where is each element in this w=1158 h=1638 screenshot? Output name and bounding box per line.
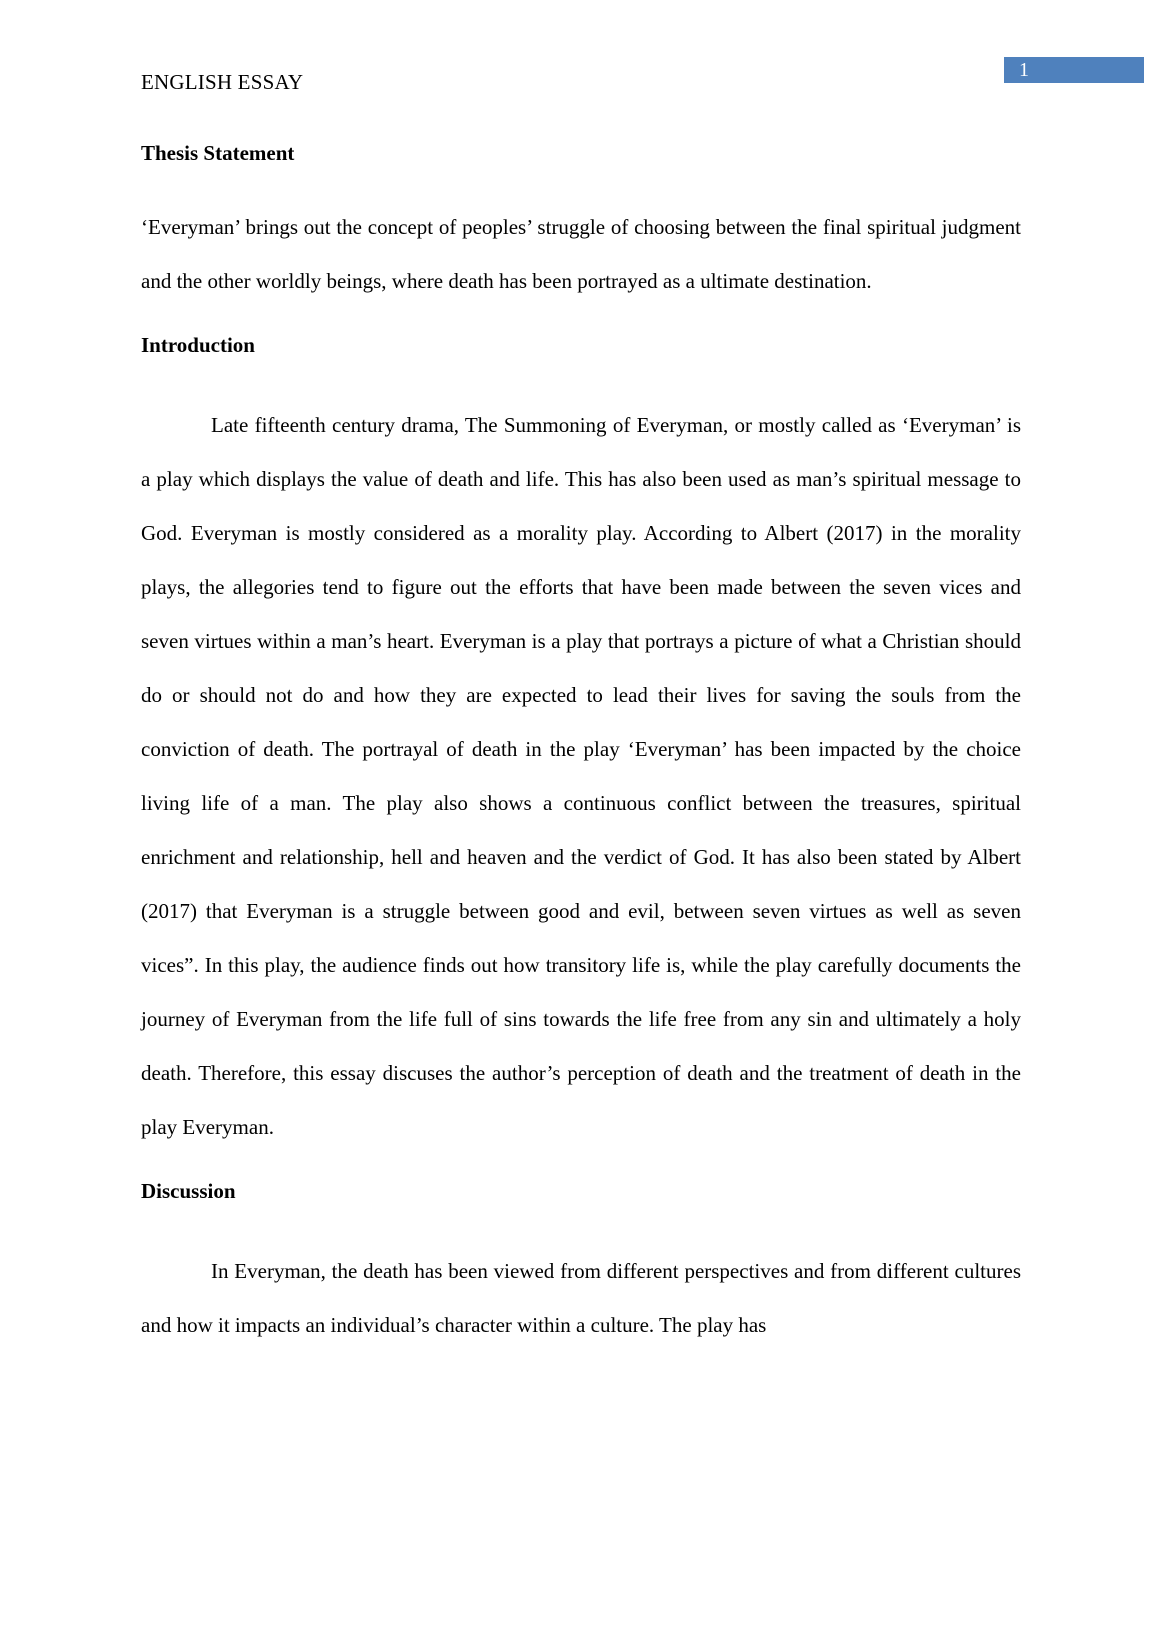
page-number-badge xyxy=(1004,57,1144,83)
introduction-heading: Introduction xyxy=(141,333,255,357)
running-head: ENGLISH ESSAY xyxy=(141,70,304,94)
document-body xyxy=(141,134,1021,1370)
introduction-paragraph: Late fifteenth century drama, The Summoning of Everyman, or mostly called as ‘Everyman’ is a play which displays the value of death and life. This has also been used as man’s spiritual message to God. Everyman is mostly considered as a morality play. According to Albert (2017) in the morality plays, the allegories tend to figure out the efforts that have been made between the seven vices and seven virtues within a man’s heart. Everyman is a play that portrays a picture of what a Christian should do or should not do and how they are expected to lead their lives for saving the souls from the conviction of death. The portrayal of death in the play ‘Everyman’ has been impacted by the choice living life of a man. The play also shows a continuous conflict between the treasures, spiritual enrichment and relationship, hell and heaven and the verdict of God. It has also been stated by Albert (2017) that Everyman is a struggle between good and evil, between seven virtues as well as seven vices”. In this play, the audience finds out how transitory life is, while the play carefully documents the journey of Everyman from the life full of sins towards the life free from any sin and ultimately a holy death. Therefore, this essay discuses the author’s perception of death and the treatment of death in the play Everyman. xyxy=(141,413,1021,1139)
thesis-paragraph: ‘Everyman’ brings out the concept of peoples’ struggle of choosing between the final spiritual judgment and the other worldly beings, where death has been portrayed as a ultimate destination. xyxy=(141,215,1021,293)
discussion-heading: Discussion xyxy=(141,1179,236,1203)
thesis-heading: Thesis Statement xyxy=(141,141,295,165)
page-number: 1 xyxy=(1019,59,1029,81)
discussion-paragraph: In Everyman, the death has been viewed from different perspectives and from different cultures and how it impacts an individual’s character within a culture. The play has xyxy=(141,1259,1021,1337)
